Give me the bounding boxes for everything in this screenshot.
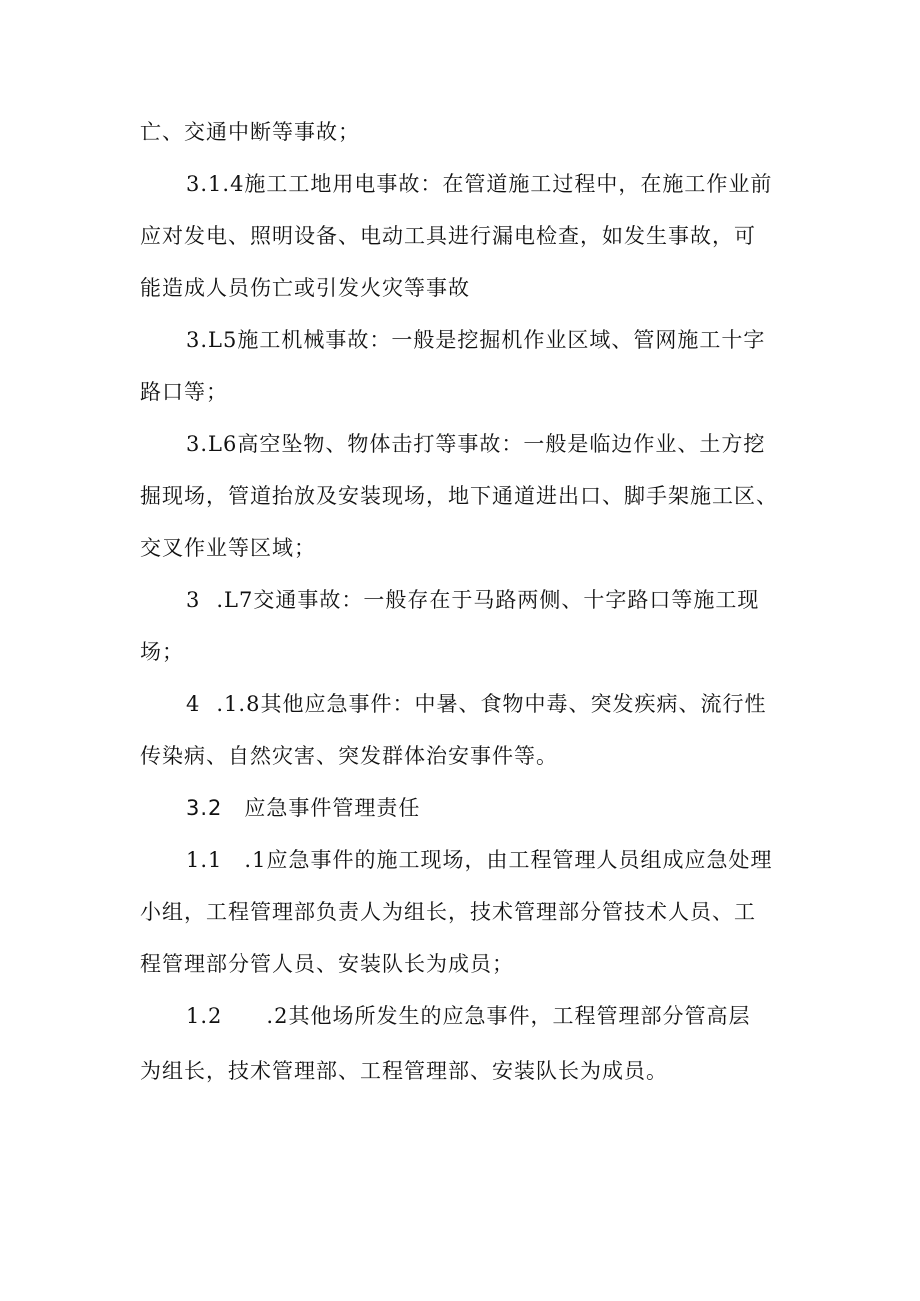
paragraph-line: 能造成人员伤亡或引发火灾等事故 [140, 276, 470, 300]
paragraph-line: 程管理部分管人员、安装队长为成员； [140, 952, 514, 976]
paragraph-line [186, 586, 759, 614]
section-title: 应急事件管理责任 [244, 796, 421, 820]
paragraph-line: 交叉作业等区域； [140, 536, 316, 560]
section-number: 3.2 [186, 796, 223, 820]
paragraph-line: 应对发电、照明设备、电动工具进行漏电检查，如发生事故，可 [140, 224, 756, 248]
paragraph-line [186, 846, 772, 874]
paragraph-line: 亡、交通中断等事故； [140, 120, 360, 144]
paragraph-line: 3.1.4施工工地用电事故：在管道施工过程中，在施工作业前 [186, 172, 773, 196]
paragraph-line: 路口等； [140, 380, 228, 404]
item-text: .L7交通事故：一般存在于马路两侧、十字路口等施工现 [216, 588, 760, 612]
paragraph-line: 3.L6高空坠物、物体击打等事故：一般是临边作业、土方挖 [186, 432, 766, 456]
item-number: 1.1 [186, 848, 223, 872]
item-text: .1.8其他应急事件：中暑、食物中毒、突发疾病、流行性 [216, 692, 767, 716]
section-heading [186, 794, 420, 822]
paragraph-line: 为组长，技术管理部、工程管理部、安装队长为成员。 [140, 1059, 668, 1083]
paragraph-line: 传染病、自然灾害、突发群体治安事件等。 [140, 744, 558, 768]
paragraph-line: 3.L5施工机械事故：一般是挖掘机作业区域、管网施工十字 [186, 328, 766, 352]
item-text: .2其他场所发生的应急事件，工程管理部分管高层 [266, 1004, 751, 1028]
paragraph-line: 掘现场，管道抬放及安装现场，地下通道进出口、脚手架施工区、 [140, 484, 778, 508]
item-number: 4 [186, 692, 201, 716]
paragraph-line: 小组，工程管理部负责人为组长，技术管理部分管技术人员、工 [140, 900, 756, 924]
paragraph-line [186, 690, 766, 718]
paragraph-line: 场； [140, 640, 184, 664]
paragraph-line [186, 1002, 750, 1030]
item-text: .1应急事件的施工现场，由工程管理人员组成应急处理 [244, 848, 773, 872]
item-number: 3 [186, 588, 201, 612]
item-number: 1.2 [186, 1004, 223, 1028]
